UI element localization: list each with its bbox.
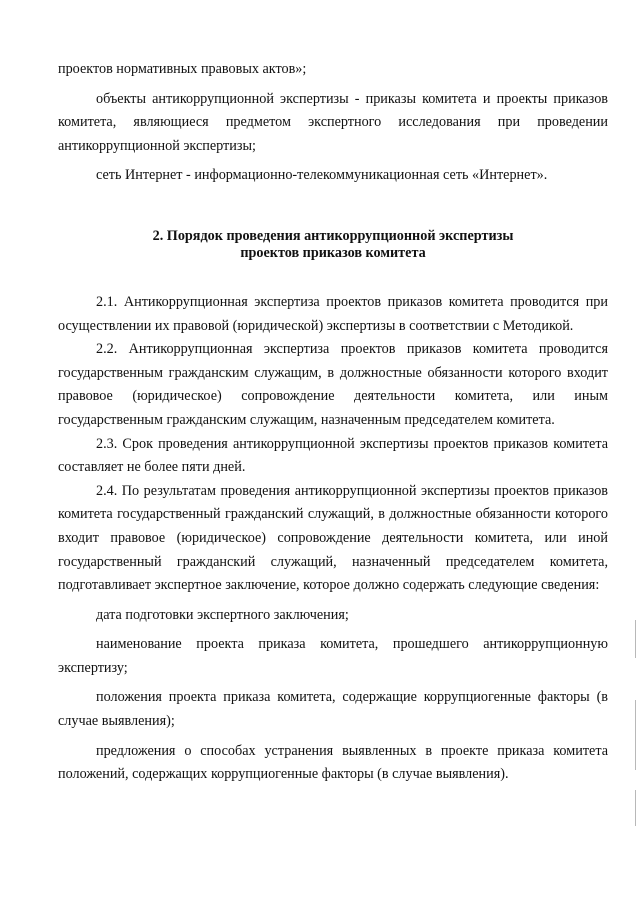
list-item-name: наименование проекта приказа комитета, прошедшего антикоррупционную экспертизу;	[58, 636, 608, 676]
document-body	[58, 58, 608, 787]
list-item-date: дата подготовки экспертного заключения;	[96, 606, 349, 623]
section-heading-line-2: проектов приказов комитета	[240, 244, 426, 261]
scan-edge-mark	[635, 790, 636, 826]
list-item-proposals: предложения о способах устранения выявленных в проекте приказа комитета положений, содержащих коррупциогенные факторы (в случае выявления).	[58, 742, 608, 783]
paragraph-internet-definition: сеть Интернет - информационно-телекоммуникационная сеть «Интернет».	[96, 167, 548, 184]
paragraph-2-1: 2.1. Антикоррупционная экспертиза проектов приказов комитета проводится при осуществлении их правовой (юридической) экспертизы в соответствии с Методикой.	[58, 293, 608, 334]
scan-edge-mark	[635, 620, 636, 658]
paragraph-2-4: 2.4. По результатам проведения антикоррупционной экспертизы проектов приказов комитета государственный гражданский служащий, в должностные обязанности которого входит правовое (юридическое) сопровождение деятельности комитета, или иной государственный гражданский служащий, назначенный председателем комитета, подготавливает экспертное заключение, которое должно содержать следующие сведения:	[58, 482, 608, 594]
list-item-provisions: положения проекта приказа комитета, содержащие коррупциогенные факторы (в случае выявления);	[58, 689, 608, 730]
section-heading-line-1: 2. Порядок проведения антикоррупционной экспертизы	[152, 227, 514, 244]
section-heading	[58, 228, 608, 262]
paragraph-2-2: 2.2. Антикоррупционная экспертиза проектов приказов комитета проводится государственным гражданским служащим, в должностные обязанности которого входит правовое (юридическое) сопровождение деятельности комитета, или иным государственным гражданским служащим, назначенным председателем комитета.	[58, 341, 608, 428]
paragraph-2-3: 2.3. Срок проведения антикоррупционной экспертизы проектов приказов комитета составляет не более пяти дней.	[58, 435, 608, 476]
paragraph-objects-definition: объекты антикоррупционной экспертизы - приказы комитета и проекты приказов комитета, являющиеся предметом экспертного исследования при проведении антикоррупционной экспертизы;	[58, 90, 608, 154]
paragraph-continuation: проектов нормативных правовых актов»;	[58, 61, 307, 77]
scan-edge-mark	[635, 700, 636, 770]
